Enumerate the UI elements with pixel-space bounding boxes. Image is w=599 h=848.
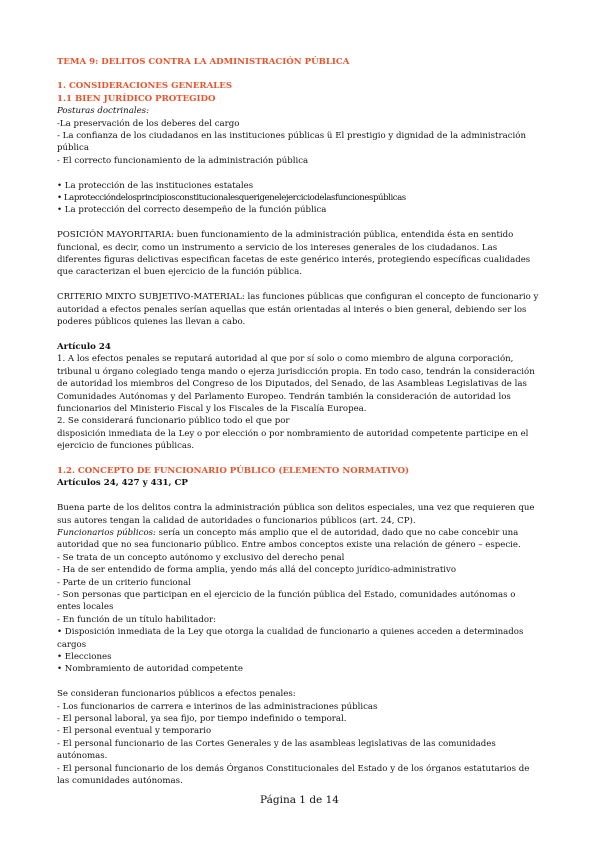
posturas-item: - El correcto funcionamiento de la administración pública [57,155,309,166]
list-item: - Parte de un criterio funcional [57,577,192,588]
consideran-intro: Se consideran funcionarios públicos a efectos penales: [57,689,296,700]
list-item: - Son personas que participan en el ejercicio de la función pública del Estado, comunidades autónomas o entes locales [57,589,516,613]
list-item: - El personal funcionario de los demás Órganos Constitucionales del Estado y de los órganos estatutarios de las comunidades autónomas. [57,763,530,787]
bullet-item: • Nombramiento de autoridad competente [57,664,243,675]
list-item: - El personal funcionario de las Cortes Generales y de las asambleas legislativas de las comunidades autónomas. [57,738,496,762]
list-item: - El personal eventual y temporario [57,726,212,737]
article-title: Artículo 24 [57,341,111,352]
list-item: - Ha de ser entendido de forma amplia, yendo más allá del concepto jurídico-administrativo [57,565,457,576]
subsection-heading: 1.2. CONCEPTO DE FUNCIONARIO PÚBLICO (ELEMENTO NORMATIVO) [57,465,410,476]
posicion-mayoritaria: POSICIÓN MAYORITARIA: buen funcionamiento de la administración pública, entendida ésta en sentido funcional, es decir, como un instrumento a servicio de los intereses generales de los ciudadanos. Las diferentes figuras delictivas especifican facetas de este genérico interés, protegiendo específicas cualidades que caracterizan el buen ejercicio de la función pública. [57,230,531,278]
bullet-item: • Elecciones [57,652,112,662]
bullet-item: • Disposición inmediata de la Ley que otorga la cualidad de funcionario a quienes acceden a determinados cargos [57,627,524,650]
document-title: TEMA 9: DELITOS CONTRA LA ADMINISTRACIÓN PÚBLICA [57,57,350,67]
list-item: - El personal laboral, ya sea fijo, por tiempo indefinido o temporal. [57,714,347,725]
posturas-item: - La confianza de los ciudadanos en las instituciones públicas ü El prestigio y dignidad de la administración pública [57,131,526,154]
intro-paragraph: Buena parte de los delitos contra la administración pública son delitos especiales, una vez que requieren que sus autores tengan la calidad de autoridades o funcionarios públicos (art. 24, CP). [57,503,535,526]
subsection-heading: 1.1 BIEN JURÍDICO PROTEGIDO [57,93,216,104]
article-paragraph: 2. Se considerará funcionario público todo el que por [57,416,290,427]
bullet-item: • La protección del correcto desempeño de la función pública [57,205,327,216]
page-number: Página 1 de 14 [260,794,339,806]
bullet-item: • La protección de las instituciones estatales [57,180,254,191]
list-item: - Se trata de un concepto autónomo y exclusivo del derecho penal [57,552,345,563]
funcionarios-text: sería un concepto más amplio que el de autoridad, dado que no cabe concebir una autoridad que no sea funcionario público. Entre ambos conceptos existe una relación de género – especie. [57,527,521,551]
funcionarios-label: Funcionarios públicos: [57,527,156,538]
bullet-item: • Laproteccióndelosprincipiosconstitucionalesquerigenelejerciciodelasfuncionespúblicas [57,193,406,204]
funcionarios-paragraph [57,527,541,552]
list-item: - En función de un título habilitador: [57,614,217,625]
posturas-label: Posturas doctrinales: [57,106,149,117]
posturas-item: -La preservación de los deberes del cargo [57,118,240,129]
list-item: - Los funcionarios de carrera e interinos de las administraciones públicas [57,701,378,712]
article-paragraph: 1. A los efectos penales se reputará autoridad al que por sí solo o como miembro de alguna corporación, tribunal u órgano colegiado tenga mando o ejerza jurisdicción propia. En todo caso, tendrán la consideración de autoridad los miembros del Congreso de los Diputados, del Senado, de las Asambleas Legislativas de las Comunidades Autónomas y del Parlamento Europeo. Tendrán también la consideración de autoridad los funcionarios del Ministerio Fiscal y los Fiscales de la Fiscalía Europea. [57,354,535,414]
page-content [57,56,541,787]
section-heading: 1. CONSIDERACIONES GENERALES [57,81,233,92]
article-paragraph: disposición inmediata de la Ley o por elección o por nombramiento de autoridad competente participe en el ejercicio de funciones públicas. [57,428,529,452]
criterio-mixto: CRITERIO MIXTO SUBJETIVO-MATERIAL: las funciones públicas que configuran el concepto de funcionario y autoridad a efectos penales serían aquellas que están orientadas al interés o bien general, debiendo ser los poderes públicos quienes las llevan a cabo. [57,292,539,328]
articles-reference: Artículos 24, 427 y 431, CP [57,478,188,489]
